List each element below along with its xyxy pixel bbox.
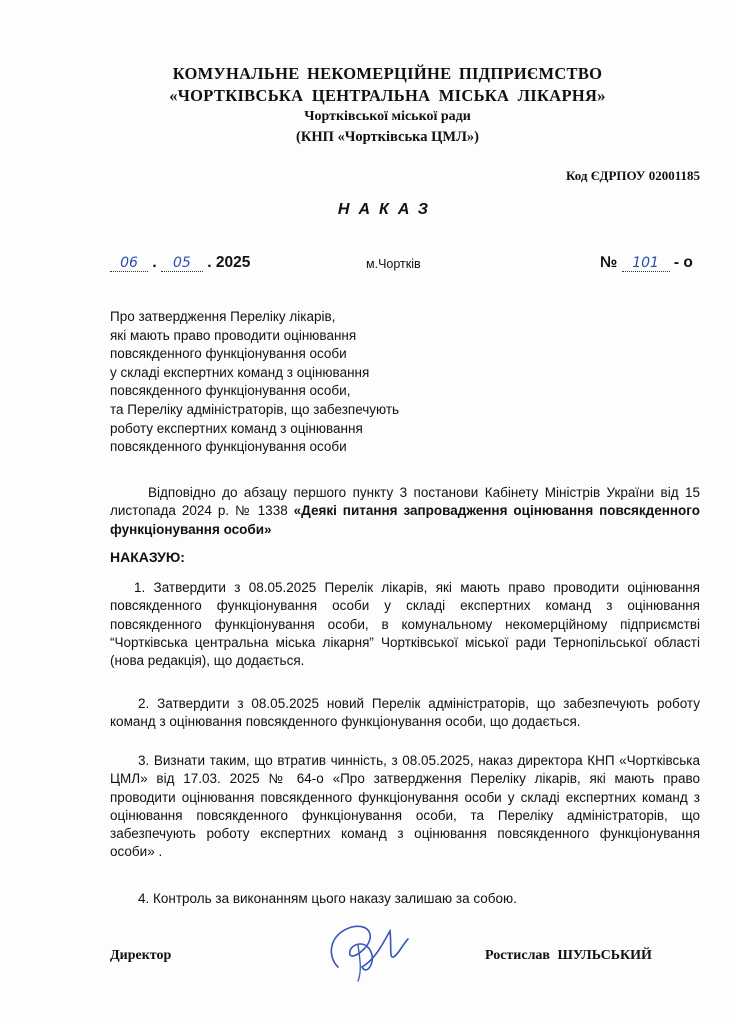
intro-text: Відповідно до абзацу першого пункту 3 постанови Кабінету Міністрів України від 15 листопада 2024 р. № 1338 — [110, 485, 700, 519]
subject-line: які мають право проводити оцінювання — [110, 327, 357, 343]
edrpou-code: Код ЄДРПОУ 02001185 — [566, 168, 700, 183]
date-month: 05 — [161, 255, 203, 272]
handwritten-signature — [318, 915, 418, 985]
order-point-1: 1. Затвердити з 08.05.2025 Перелік лікарів, які мають право проводити оцінювання повсякденного функціонування особи у складі експертних команд з оцінювання повсякденного функціонування особи, в комунальному некомерційному підприємстві “Чортківська центральна міська лікарня” Чортківської міської ради Тернопільської області (нова редакція), що додається. — [110, 580, 700, 669]
order-point-2: 2. Затвердити з 08.05.2025 новий Перелік адміністраторів, що забезпечують роботу команд з оцінювання повсякденного функціонування особи, що додається. — [110, 696, 700, 730]
date-separator: . — [207, 254, 212, 271]
subject-line: повсякденного функціонування особи, — [110, 383, 351, 399]
signer-role: Директор — [110, 948, 172, 963]
intro-decree-title: «Деякі питання запровадження оцінювання повсякденного функціонування особи» — [110, 503, 700, 537]
org-short-name: (КНП «Чортківська ЦМЛ») — [295, 129, 479, 145]
document-title: НАКАЗ — [337, 201, 438, 218]
subject-line: у складі експертних команд з оцінювання — [110, 364, 370, 380]
order-date — [110, 254, 250, 272]
subject-line: Про затвердження Переліку лікарів, — [110, 309, 336, 324]
date-year: 2025 — [215, 254, 251, 271]
number-suffix: - о — [673, 254, 693, 271]
org-name-line3: Чортківської міської ради — [304, 109, 471, 124]
order-number — [600, 254, 693, 272]
order-heading: НАКАЗУЮ: — [110, 549, 185, 565]
intro-paragraph — [110, 484, 700, 539]
order-point-4: 4. Контроль за виконанням цього наказу залишаю за собою. — [138, 891, 517, 906]
subject-line: повсякденного функціонування особи — [110, 439, 347, 455]
subject-line: повсякденного функціонування особи — [110, 346, 347, 362]
signer-name: Ростислав ШУЛЬСЬКИЙ — [485, 948, 652, 963]
org-name-line1: КОМУНАЛЬНЕ НЕКОМЕРЦІЙНЕ ПІДПРИЄМСТВО — [172, 64, 603, 83]
order-city: м.Чортків — [366, 257, 421, 271]
subject-line: роботу експертних команд з оцінювання — [110, 420, 363, 436]
date-separator: . — [152, 254, 157, 271]
date-day: 06 — [110, 255, 148, 272]
number-value: 101 — [622, 255, 670, 272]
org-name-line2: «ЧОРТКІВСЬКА ЦЕНТРАЛЬНА МІСЬКА ЛІКАРНЯ» — [169, 86, 606, 105]
number-prefix: № — [600, 254, 618, 271]
order-point-3: 3. Визнати таким, що втратив чинність, з 08.05.2025, наказ директора КНП «Чортківська ЦМЛ» від 17.03. 2025 № 64-о «Про затвердження Переліку лікарів, які мають право проводити оцінювання повсякденного функціонування особи у складі експертних команд з оцінювання повсякденного функціонування особи, та Переліку адміністраторів, що забезпечують роботу експертних команд з оцінювання повсякденного функціонування особи» . — [110, 753, 700, 860]
order-subject — [110, 308, 510, 457]
subject-line: та Переліку адміністраторів, що забезпечують — [110, 401, 400, 417]
